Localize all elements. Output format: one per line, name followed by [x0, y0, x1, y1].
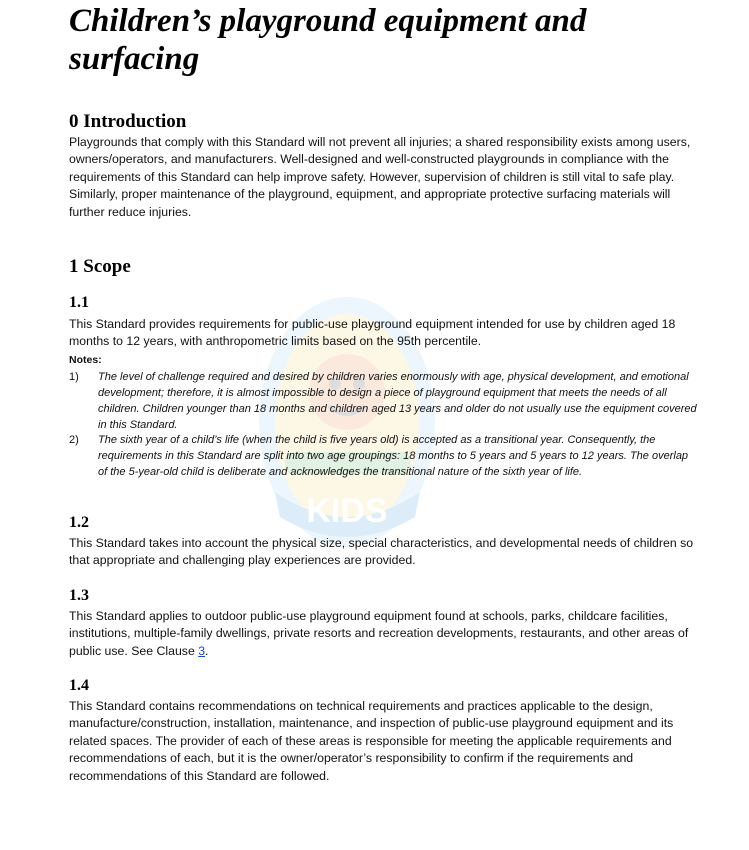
clause-1-1-paragraph: This Standard provides requirements for public-use playground equipment intended for use by children aged 18 months to 12 years, with anthropometric limits based on the 95th percentile. — [69, 317, 676, 349]
clause-1-3-text: This Standard applies to outdoor public-use playground equipment found at schools, parks, childcare facilities, institutions, multiple-family dwellings, private resorts and recreation developments, restaurants, and other areas of public use. See Clause — [69, 609, 689, 658]
clause-1-3-paragraph — [69, 608, 709, 660]
clause-heading-1-2: 1.2 — [69, 514, 89, 531]
introduction-paragraph: Playgrounds that comply with this Standard will not prevent all injuries; a shared responsibility exists among users, owners/operators, and manufacturers. Well-designed and well-constructed playgrounds in compliance with the requirements of this Standard can help improve safety. However, supervision of children is still vital to safe play. Similarly, proper maintenance of the playground, equipment, and appropriate protective surfacing materials will further reduce injuries. — [69, 135, 691, 219]
notes-label: Notes: — [69, 354, 102, 366]
note-number: 1) — [69, 371, 79, 383]
note-item — [69, 432, 699, 480]
document-title: Children’s playground equipment and surfacing — [69, 3, 587, 77]
note-text: The level of challenge required and desired by children varies enormously with age, physical development, and emotional development; therefore, it is almost impossible to design a piece of playground equipment that meets the needs of all children. Children younger than 18 months and children aged 13 years and older do not usually use the equipment covered in this Standard. — [98, 371, 697, 431]
section-heading-introduction: 0 Introduction — [69, 111, 187, 132]
clause-1-3-text-end: . — [205, 643, 209, 658]
note-item — [69, 369, 699, 433]
clause-heading-1-4: 1.4 — [69, 677, 89, 694]
section-heading-scope: 1 Scope — [69, 256, 131, 277]
clause-3-link[interactable]: 3 — [198, 643, 206, 658]
watermark-text: KIDS — [306, 492, 388, 530]
clause-1-4-paragraph: This Standard contains recommendations on technical requirements and practices applicable to the design, manufacture/construction, installation, maintenance, and inspection of public-use playground equipment and its related spaces. The provider of each of these areas is responsible for meeting the applicable requirements and recommendations of each, but it is the owner/operator’s responsibility to confirm if the requirements and recommendations of this Standard are followed. — [69, 699, 674, 783]
clause-heading-1-1: 1.1 — [69, 294, 89, 311]
note-text: The sixth year of a child’s life (when the child is five years old) is accepted as a transitional year. Consequently, the requirements in this Standard are split into two age groupings: 18 months to 5 years and 5 years to 12 years. The overlap of the 5-year-old child is deliberate and acknowledges the transitional nature of the sixth year of life. — [98, 434, 689, 478]
clause-heading-1-3: 1.3 — [69, 587, 89, 604]
clause-1-2-paragraph: This Standard takes into account the physical size, special characteristics, and developmental needs of children so that appropriate and challenging play experiences are provided. — [69, 536, 694, 568]
note-number: 2) — [69, 434, 79, 446]
